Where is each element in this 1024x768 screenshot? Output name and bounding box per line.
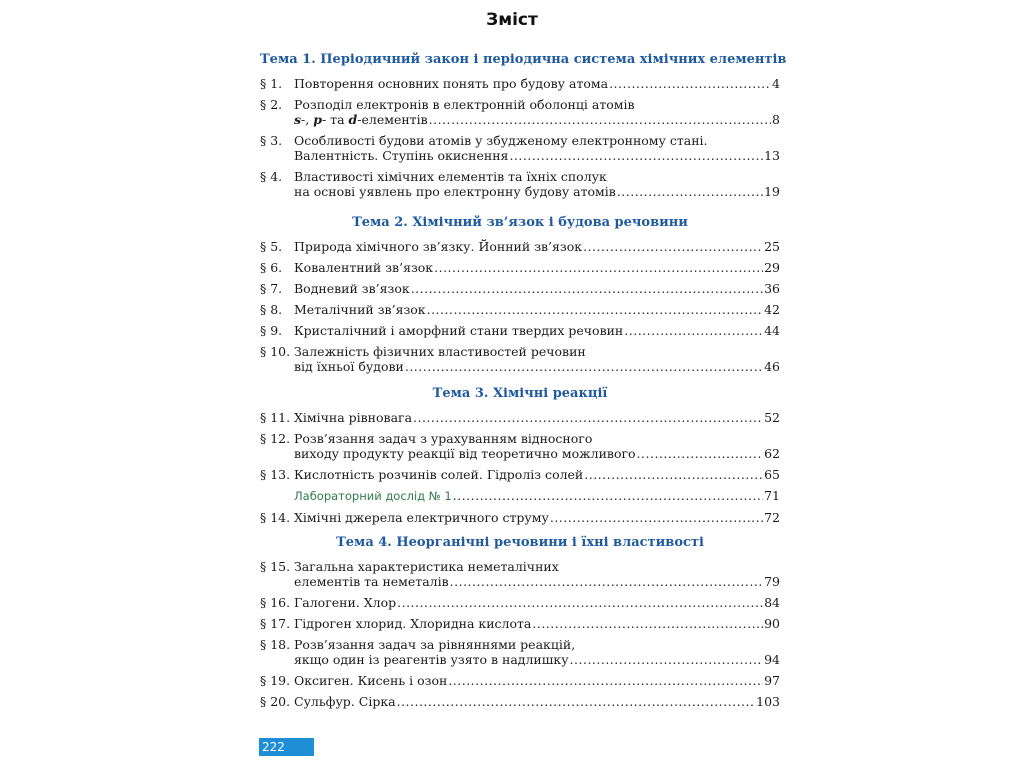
entry-title: Оксиген. Кисень і озон <box>294 673 448 688</box>
page-ref: 103 <box>756 694 780 709</box>
entry-title: Розв’язання задач з урахуванням відносного <box>294 431 593 446</box>
toc-entry[interactable] <box>260 616 780 631</box>
page-ref: 65 <box>764 467 780 482</box>
entry-number: § 10. <box>260 344 291 359</box>
page-ref: 13 <box>764 148 780 163</box>
page-ref: 25 <box>764 239 780 254</box>
entry-number: § 13. <box>260 467 291 482</box>
page-ref: 46 <box>764 359 780 374</box>
dot-leader <box>448 673 763 688</box>
topic-heading: Тема 1. Періодичний закон і періодична система хімічних елементів <box>260 52 787 67</box>
page-ref: 71 <box>764 488 780 503</box>
toc-entry[interactable] <box>260 302 780 317</box>
dot-leader <box>413 410 763 425</box>
dot-leader <box>397 595 763 610</box>
dot-leader <box>434 260 763 275</box>
prefix-part: p <box>313 112 322 127</box>
toc-section <box>260 215 780 380</box>
toc-entry[interactable] <box>260 467 780 482</box>
entry-number: § 7. <box>260 281 283 296</box>
topic-heading: Тема 2. Хімічний зв’язок і будова речовини <box>352 215 688 230</box>
toc-entry[interactable] <box>260 694 780 709</box>
toc-entry[interactable] <box>260 410 780 425</box>
entry-title: якщо один із реагентів узято в надлишку <box>294 652 569 667</box>
prefix-part: -, <box>301 112 314 127</box>
entry-number: § 20. <box>260 694 291 709</box>
entry-title: на основі уявлень про електронну будову атомів <box>294 184 616 199</box>
dot-leader <box>453 488 763 503</box>
toc-entry[interactable] <box>260 595 780 610</box>
page-ref: 52 <box>764 410 780 425</box>
dot-leader <box>450 574 763 589</box>
entry-title: Природа хімічного зв’язку. Йонний зв’язок <box>294 239 583 254</box>
toc-entry[interactable] <box>260 281 780 296</box>
entry-number: § 17. <box>260 616 291 631</box>
page-ref: 29 <box>764 260 780 275</box>
toc-entry[interactable] <box>260 239 780 254</box>
dot-leader <box>550 510 763 525</box>
entry-title: Сульфур. Сірка <box>294 694 396 709</box>
page-ref: 79 <box>764 574 780 589</box>
entry-title: Загальна характеристика неметалічних <box>294 559 559 574</box>
page-ref: 8 <box>772 112 780 127</box>
toc-entry[interactable] <box>260 431 780 461</box>
entry-title: елементів та неметалів <box>294 574 449 589</box>
dot-leader <box>624 323 763 338</box>
toc-entry[interactable] <box>260 323 780 338</box>
dot-leader <box>584 467 763 482</box>
topic-heading: Тема 4. Неорганічні речовини і їхні властивості <box>336 535 704 550</box>
entry-title: Металічний зв’язок <box>294 302 426 317</box>
dot-leader <box>411 281 763 296</box>
entry-number: § 15. <box>260 559 291 574</box>
toc-entry[interactable] <box>260 169 780 199</box>
entry-title: Водневий зв’язок <box>294 281 410 296</box>
entry-number: § 6. <box>260 260 283 275</box>
entry-title: Ковалентний зв’язок <box>294 260 434 275</box>
page-ref: 84 <box>764 595 780 610</box>
toc-entry[interactable] <box>260 637 780 667</box>
toc-section <box>260 52 787 205</box>
entry-title: Властивості хімічних елементів та їхніх сполук <box>294 169 607 184</box>
page-number-badge: 222 <box>259 738 314 756</box>
page-ref: 72 <box>764 510 780 525</box>
page-ref: 94 <box>764 652 780 667</box>
entry-title: Кислотність розчинів солей. Гідроліз солей <box>294 467 584 482</box>
entry-number: § 1. <box>260 76 283 91</box>
dot-leader <box>583 239 763 254</box>
entry-title: Валентність. Ступінь окиснення <box>294 148 509 163</box>
prefix-part: - та <box>321 112 349 127</box>
page-ref: 62 <box>764 446 780 461</box>
dot-leader <box>427 302 763 317</box>
dot-leader <box>532 616 763 631</box>
entry-title: Кристалічний і аморфний стани твердих речовин <box>294 323 624 338</box>
dot-leader <box>609 76 771 91</box>
entry-number: § 16. <box>260 595 291 610</box>
dot-leader <box>570 652 764 667</box>
toc-entry[interactable] <box>260 673 780 688</box>
toc-section <box>260 535 780 715</box>
toc-entry[interactable] <box>260 97 780 127</box>
dot-leader <box>617 184 763 199</box>
entry-title: Гідроген хлорид. Хлоридна кислота <box>294 616 532 631</box>
entry-number: § 5. <box>260 239 283 254</box>
topic-heading: Тема 3. Хімічні реакції <box>432 386 608 401</box>
entry-title: Розподіл електронів в електронній оболонці атомів <box>294 97 635 112</box>
entry-number: § 14. <box>260 510 291 525</box>
page-ref: 90 <box>764 616 780 631</box>
page-ref: 97 <box>764 673 780 688</box>
prefix-part: s <box>294 112 302 127</box>
entry-number: § 19. <box>260 673 291 688</box>
toc-entry[interactable] <box>260 76 780 91</box>
entry-number: § 3. <box>260 133 283 148</box>
entry-title: Лабораторний дослід № 1 <box>294 489 452 503</box>
entry-title: від їхньої будови <box>294 359 404 374</box>
page-ref: 42 <box>764 302 780 317</box>
prefix-part: d <box>348 112 358 127</box>
toc-entry[interactable] <box>260 510 780 525</box>
entry-title: виходу продукту реакції від теоретично можливого <box>294 446 636 461</box>
entry-title: Повторення основних понять про будову атома <box>294 76 609 91</box>
page-title: Зміст <box>486 10 538 30</box>
entry-title: Хімічна рівновага <box>294 410 413 425</box>
entry-number: § 12. <box>260 431 291 446</box>
subshell-prefix <box>294 112 357 127</box>
entry-title: Хімічні джерела електричного струму <box>294 510 549 525</box>
entry-number: § 11. <box>260 410 291 425</box>
entry-title: Особливості будови атомів у збудженому електронному стані. <box>294 133 708 148</box>
entry-number: § 4. <box>260 169 283 184</box>
page-ref: 19 <box>764 184 780 199</box>
entry-title: Залежність фізичних властивостей речовин <box>294 344 586 359</box>
entry-number: § 2. <box>260 97 283 112</box>
page-ref: 44 <box>764 323 780 338</box>
toc-entry[interactable] <box>260 344 780 374</box>
entry-number: § 18. <box>260 637 291 652</box>
lab-entry[interactable] <box>260 488 780 504</box>
dot-leader <box>509 148 763 163</box>
entry-title: -елементів <box>357 112 428 127</box>
entry-title: Розв’язання задач за рівняннями реакцій, <box>294 637 576 652</box>
toc-section <box>260 386 780 531</box>
entry-number: § 8. <box>260 302 283 317</box>
entry-title: Галогени. Хлор <box>294 595 397 610</box>
toc-entry[interactable] <box>260 133 780 163</box>
dot-leader <box>405 359 763 374</box>
toc-entry[interactable] <box>260 260 780 275</box>
page-ref: 36 <box>764 281 780 296</box>
toc-entry[interactable] <box>260 559 780 589</box>
entry-number: § 9. <box>260 323 283 338</box>
dot-leader <box>397 694 756 709</box>
dot-leader <box>429 112 771 127</box>
dot-leader <box>637 446 764 461</box>
page-ref: 4 <box>772 76 780 91</box>
